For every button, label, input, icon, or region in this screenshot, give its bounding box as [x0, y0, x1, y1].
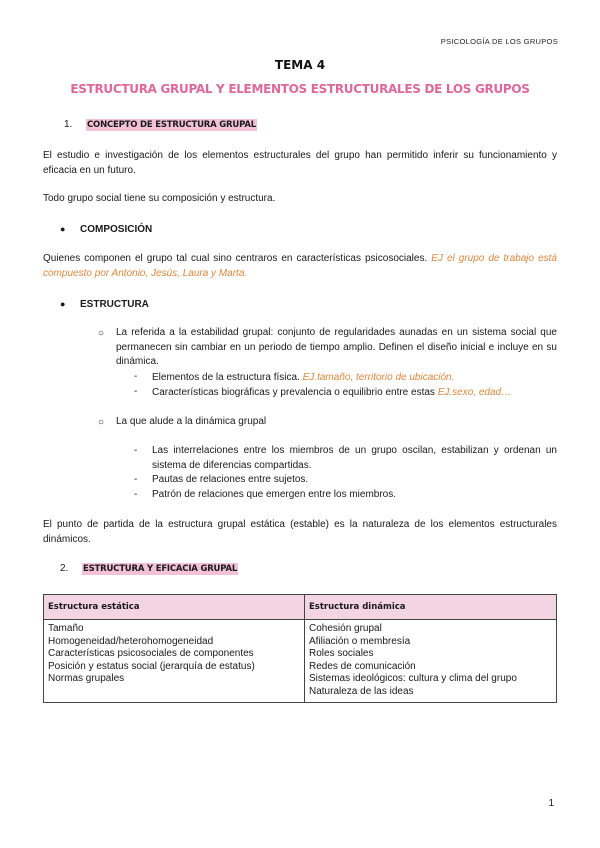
list-item: Roles sociales [309, 648, 374, 659]
list-item: Sistemas ideológicos: cultura y clima del grupo [309, 673, 517, 684]
section-1-heading [64, 118, 578, 133]
composicion-text: Quienes componen el grupo tal cual sino centraros en características psicosociales. [43, 253, 428, 264]
estructura-title: ESTRUCTURA [80, 299, 149, 310]
sub-item-example: EJ.tamaño, territorio de ubicación. [302, 372, 455, 383]
estructura-item-1: La referida a la estabilidad grupal: conjunto de regularidades aunadas en un sistema social que permanecen sin cambiar en un periodo de tiempo amplio. Definen el diseño inicial e incluye en su dinámica. [116, 327, 557, 367]
estructura-item-1-sub-2 [152, 386, 557, 401]
section-1-paragraph-1: El estudio e investigación de los elementos estructurales del grupo han permitido inferir su funcionamiento y eficacia en un futuro. [43, 150, 557, 176]
estructura-closing-paragraph: El punto de partida de la estructura grupal estática (estable) es la naturaleza de los elementos estructurales dinámicos. [43, 519, 557, 545]
sub-item-text: Características biográficas y prevalencia o equilibrio entre estas [152, 387, 435, 398]
list-item: Cohesión grupal [309, 623, 382, 634]
estructura-item-2: La que alude a la dinámica grupal [116, 416, 267, 427]
list-item: Tamaño [48, 623, 84, 634]
dash-bullet-icon: - [134, 445, 138, 456]
list-item: Afiliación o membresía [309, 635, 411, 647]
composicion-title: COMPOSICIÓN [80, 224, 153, 235]
table-cell-dynamic [305, 620, 557, 703]
dash-bullet-icon: - [134, 386, 138, 397]
list-item: Características psicosociales de componentes [48, 648, 254, 659]
composicion-paragraph [43, 252, 557, 281]
list-item: Redes de comunicación [309, 660, 416, 672]
section-1-number: 1. [64, 119, 73, 130]
estructura-item-1-sub-1 [152, 371, 557, 386]
estructura-item-2-sub-1: Las interrelaciones entre los miembros de un grupo oscilan, estabilizan y ordenan un sistema de diferencias compartidas. [152, 445, 557, 471]
estructura-item-2-sub-2: Pautas de relaciones entre sujetos. [152, 474, 309, 485]
circle-bullet-icon: ○ [98, 417, 105, 428]
table-row [44, 620, 557, 703]
sub-item-example: EJ.sexo, edad… [437, 387, 512, 398]
section-1-paragraph-2: Todo grupo social tiene su composición y estructura. [43, 193, 276, 204]
list-item: Naturaleza de las ideas [309, 685, 414, 697]
section-1-title: CONCEPTO DE ESTRUCTURA GRUPAL [87, 120, 256, 130]
list-item: Posición y estatus social (jerarquía de estatus) [48, 660, 255, 672]
bullet-icon: ● [60, 299, 66, 309]
estructura-item-2-sub-3: Patrón de relaciones que emergen entre los miembros. [152, 489, 397, 500]
dash-bullet-icon: - [134, 474, 138, 485]
section-2-number: 2. [60, 563, 69, 574]
section-2-title: ESTRUCTURA Y EFICACIA GRUPAL [83, 564, 238, 574]
chapter-number: TEMA 4 [274, 58, 326, 72]
estructura-heading [60, 297, 574, 313]
table-header-dynamic: Estructura dinámica [305, 595, 557, 620]
circle-bullet-icon: ○ [98, 328, 105, 339]
page-title: ESTRUCTURA GRUPAL Y ELEMENTOS ESTRUCTURALES DE LOS GRUPOS [70, 82, 530, 96]
table-cell-static [44, 620, 305, 703]
dash-bullet-icon: - [134, 489, 138, 500]
page-number: 1 [548, 798, 554, 809]
running-header: PSICOLOGÍA DE LOS GRUPOS [440, 37, 558, 46]
composicion-heading [60, 222, 574, 238]
section-2-heading [60, 562, 574, 577]
composicion-example: EJ el grupo de trabajo está compuesto por Antonio, Jesús, Laura y Marta. [43, 253, 557, 279]
list-item: Homogeneidad/heterohomogeneidad [48, 635, 214, 647]
sub-item-text: Elementos de la estructura física. [152, 372, 300, 383]
dash-bullet-icon: - [134, 371, 138, 382]
structure-table [43, 594, 557, 703]
list-item: Normas grupales [48, 673, 125, 684]
table-header-row [44, 595, 557, 620]
bullet-icon: ● [60, 224, 66, 234]
table-header-static: Estructura estática [44, 595, 305, 620]
